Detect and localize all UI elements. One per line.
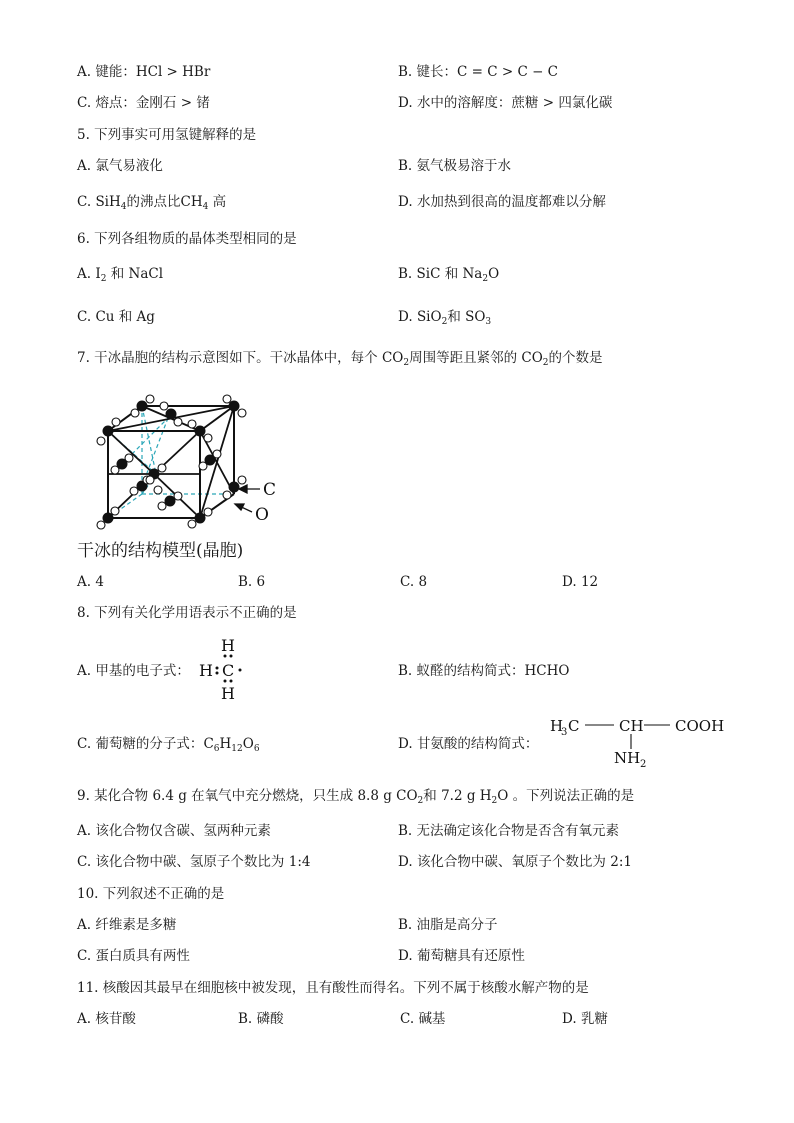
h3c-c: C xyxy=(568,717,580,735)
q8-option-d xyxy=(398,735,538,753)
option-letter: A. xyxy=(77,266,92,282)
q6-stem: 6. 下列各组物质的晶体类型相同的是 xyxy=(77,231,297,247)
hydrogen-left: H xyxy=(199,661,213,680)
option-text: 蛋白质具有两性 xyxy=(95,948,190,964)
option-text: 乳糖 xyxy=(580,1011,608,1027)
formula-ch4: $CH_4$ xyxy=(180,194,209,212)
option-text: 葡萄糖的分子式： xyxy=(95,736,204,752)
q4-option-a xyxy=(77,63,210,81)
q7-option-a xyxy=(77,573,104,591)
q11-option-c xyxy=(400,1010,445,1028)
q7-option-b xyxy=(238,573,265,591)
option-letter: A. xyxy=(77,574,92,590)
option-text: 该化合物仅含碳、氢两种元素 xyxy=(95,823,271,839)
q7-stem: 7. 干冰晶胞的结构示意图如下。干冰晶体中，每个 $CO_2$周围等距且紧邻的 $CO_2$的个数是 xyxy=(77,350,603,368)
q11-option-b xyxy=(238,1010,284,1028)
q5-stem: 5. 下列事实可用氢键解释的是 xyxy=(77,127,257,143)
option-letter: C. xyxy=(77,309,92,325)
option-text: 8 xyxy=(418,574,428,590)
subscript: 2 xyxy=(441,317,448,327)
option-letter: B. xyxy=(398,158,413,174)
nh2-subscript: 2 xyxy=(640,759,647,770)
hydrogen-bottom: H xyxy=(221,684,235,703)
option-text: 氨气极易溶于水 xyxy=(416,158,512,174)
q4-option-b xyxy=(398,63,558,81)
option-text: 纤维素是多糖 xyxy=(95,917,177,933)
option-letter: B. xyxy=(398,917,413,933)
q10-stem: 10. 下列叙述不正确的是 xyxy=(77,886,225,902)
option-letter: D. xyxy=(398,948,413,964)
q6-option-d xyxy=(398,308,491,331)
option-letter: A. xyxy=(77,64,92,80)
ch-group: CH xyxy=(619,717,644,735)
option-letter: B. xyxy=(398,823,413,839)
q8-stem: 8. 下列有关化学用语表示不正确的是 xyxy=(77,605,297,621)
option-letter: C. xyxy=(77,736,92,752)
option-text: 葡萄糖具有还原性 xyxy=(416,948,525,964)
q10-option-a xyxy=(77,916,176,934)
q5-option-c xyxy=(77,193,226,216)
option-text: 该化合物中碳、氧原子个数比为 2:1 xyxy=(416,854,632,870)
option-text: 水加热到很高的温度都难以分解 xyxy=(416,194,606,210)
option-text: 蚁醛的结构简式：HCHO xyxy=(416,663,570,679)
carbon-label: C xyxy=(263,480,277,500)
formula-part: SiO xyxy=(416,309,442,325)
oxygen-label: O xyxy=(255,505,269,525)
formula-part: I xyxy=(95,266,101,282)
option-letter: A. xyxy=(77,1011,92,1027)
nh2-nh: NH xyxy=(614,749,641,767)
option-letter: B. xyxy=(398,663,413,679)
q9-option-b xyxy=(398,822,619,840)
q9-option-c xyxy=(77,853,310,871)
q4-option-c xyxy=(77,94,210,112)
q5-option-b xyxy=(398,157,511,175)
carbon-center: C xyxy=(222,661,235,680)
option-letter: B. xyxy=(238,1011,253,1027)
option-letter: C. xyxy=(77,95,92,111)
dry-ice-unit-cell-diagram xyxy=(92,386,292,536)
q11-option-a xyxy=(77,1010,136,1028)
option-text: 键长：C = C > C − C xyxy=(416,64,559,80)
q7-option-d xyxy=(562,573,598,591)
option-letter: A. xyxy=(77,158,92,174)
q5-option-a xyxy=(77,157,163,175)
option-letter: C. xyxy=(77,194,92,210)
option-letter: C. xyxy=(400,574,415,590)
subscript: 3 xyxy=(485,317,492,327)
option-letter: C. xyxy=(77,854,92,870)
option-letter: D. xyxy=(398,736,413,752)
formula-part: SiC 和 Na xyxy=(416,266,483,282)
option-text: 键能：HCl > HBr xyxy=(95,64,211,80)
formula-part: 和 NaCl xyxy=(110,266,164,282)
q10-option-d xyxy=(398,947,525,965)
option-letter: D. xyxy=(562,1011,577,1027)
cooh-group: COOH xyxy=(675,717,725,735)
q8-option-a xyxy=(77,662,190,680)
option-text: 甘氨酸的结构简式： xyxy=(416,736,539,752)
q11-stem: 11. 核酸因其最早在细胞核中被发现，且有酸性而得名。下列不属于核酸水解产物的是 xyxy=(77,980,589,996)
formula-part: 和 SO xyxy=(447,309,486,325)
option-text: 磷酸 xyxy=(256,1011,284,1027)
q9-option-d xyxy=(398,853,632,871)
option-text: 无法确定该化合物是否含有氧元素 xyxy=(416,823,620,839)
glycine-structure xyxy=(548,713,748,771)
option-text: 核苷酸 xyxy=(95,1011,136,1027)
option-letter: D. xyxy=(398,194,413,210)
option-letter: D. xyxy=(398,309,413,325)
formula-sih4: SiH$_4$ xyxy=(95,194,127,212)
option-letter: A. xyxy=(77,917,92,933)
q8-option-c xyxy=(77,735,260,758)
q9-stem: 9. 某化合物 6.4 g 在氧气中充分燃烧，只生成 8.8 g $CO_2$和 7.2 g $H_2O$ 。下列说法正确的是 xyxy=(77,788,635,806)
option-text: Cu 和 Ag xyxy=(95,309,155,325)
option-letter: C. xyxy=(400,1011,415,1027)
q8-option-b xyxy=(398,662,569,680)
option-letter: A. xyxy=(77,823,92,839)
option-text: 6 xyxy=(256,574,266,590)
q10-option-c xyxy=(77,947,190,965)
hydrogen-top: H xyxy=(221,636,235,655)
q6-option-c xyxy=(77,308,155,326)
glucose-formula: $C_6H_{12}O_6$ xyxy=(203,736,260,754)
q6-option-a xyxy=(77,265,163,288)
option-letter: B. xyxy=(398,266,413,282)
formula-part: O xyxy=(488,266,500,282)
option-text: 该化合物中碳、氢原子个数比为 1:4 xyxy=(95,854,311,870)
q4-option-d xyxy=(398,94,612,112)
option-text-end: 高 xyxy=(212,194,227,210)
h3c-subscript: 3 xyxy=(561,727,568,738)
option-text: 水中的溶解度：蔗糖 > 四氯化碳 xyxy=(416,95,613,111)
option-letter: B. xyxy=(238,574,253,590)
option-text: 熔点：金刚石 > 锗 xyxy=(95,95,210,111)
option-text: 4 xyxy=(95,574,104,590)
option-text: 氯气易液化 xyxy=(95,158,163,174)
option-letter: D. xyxy=(398,854,413,870)
option-letter: B. xyxy=(398,64,413,80)
subscript: 2 xyxy=(100,274,107,284)
option-text: 油脂是高分子 xyxy=(416,917,498,933)
option-text: 碱基 xyxy=(418,1011,446,1027)
option-letter: D. xyxy=(562,574,577,590)
option-letter: C. xyxy=(77,948,92,964)
q11-option-d xyxy=(562,1010,608,1028)
q6-option-b xyxy=(398,265,499,288)
option-text: 的沸点比 xyxy=(126,194,181,210)
figure-caption: 干冰的结构模型(晶胞) xyxy=(77,541,244,561)
option-text: 12 xyxy=(580,574,599,590)
subscript: 2 xyxy=(482,274,489,284)
q7-option-c xyxy=(400,573,427,591)
option-letter: A. xyxy=(77,663,92,679)
option-text: 甲基的电子式： xyxy=(95,663,190,679)
q9-option-a xyxy=(77,822,271,840)
q5-option-d xyxy=(398,193,606,211)
option-letter: D. xyxy=(398,95,413,111)
q10-option-b xyxy=(398,916,498,934)
h3c-h: H xyxy=(550,717,564,735)
methyl-electron-formula xyxy=(196,636,256,704)
